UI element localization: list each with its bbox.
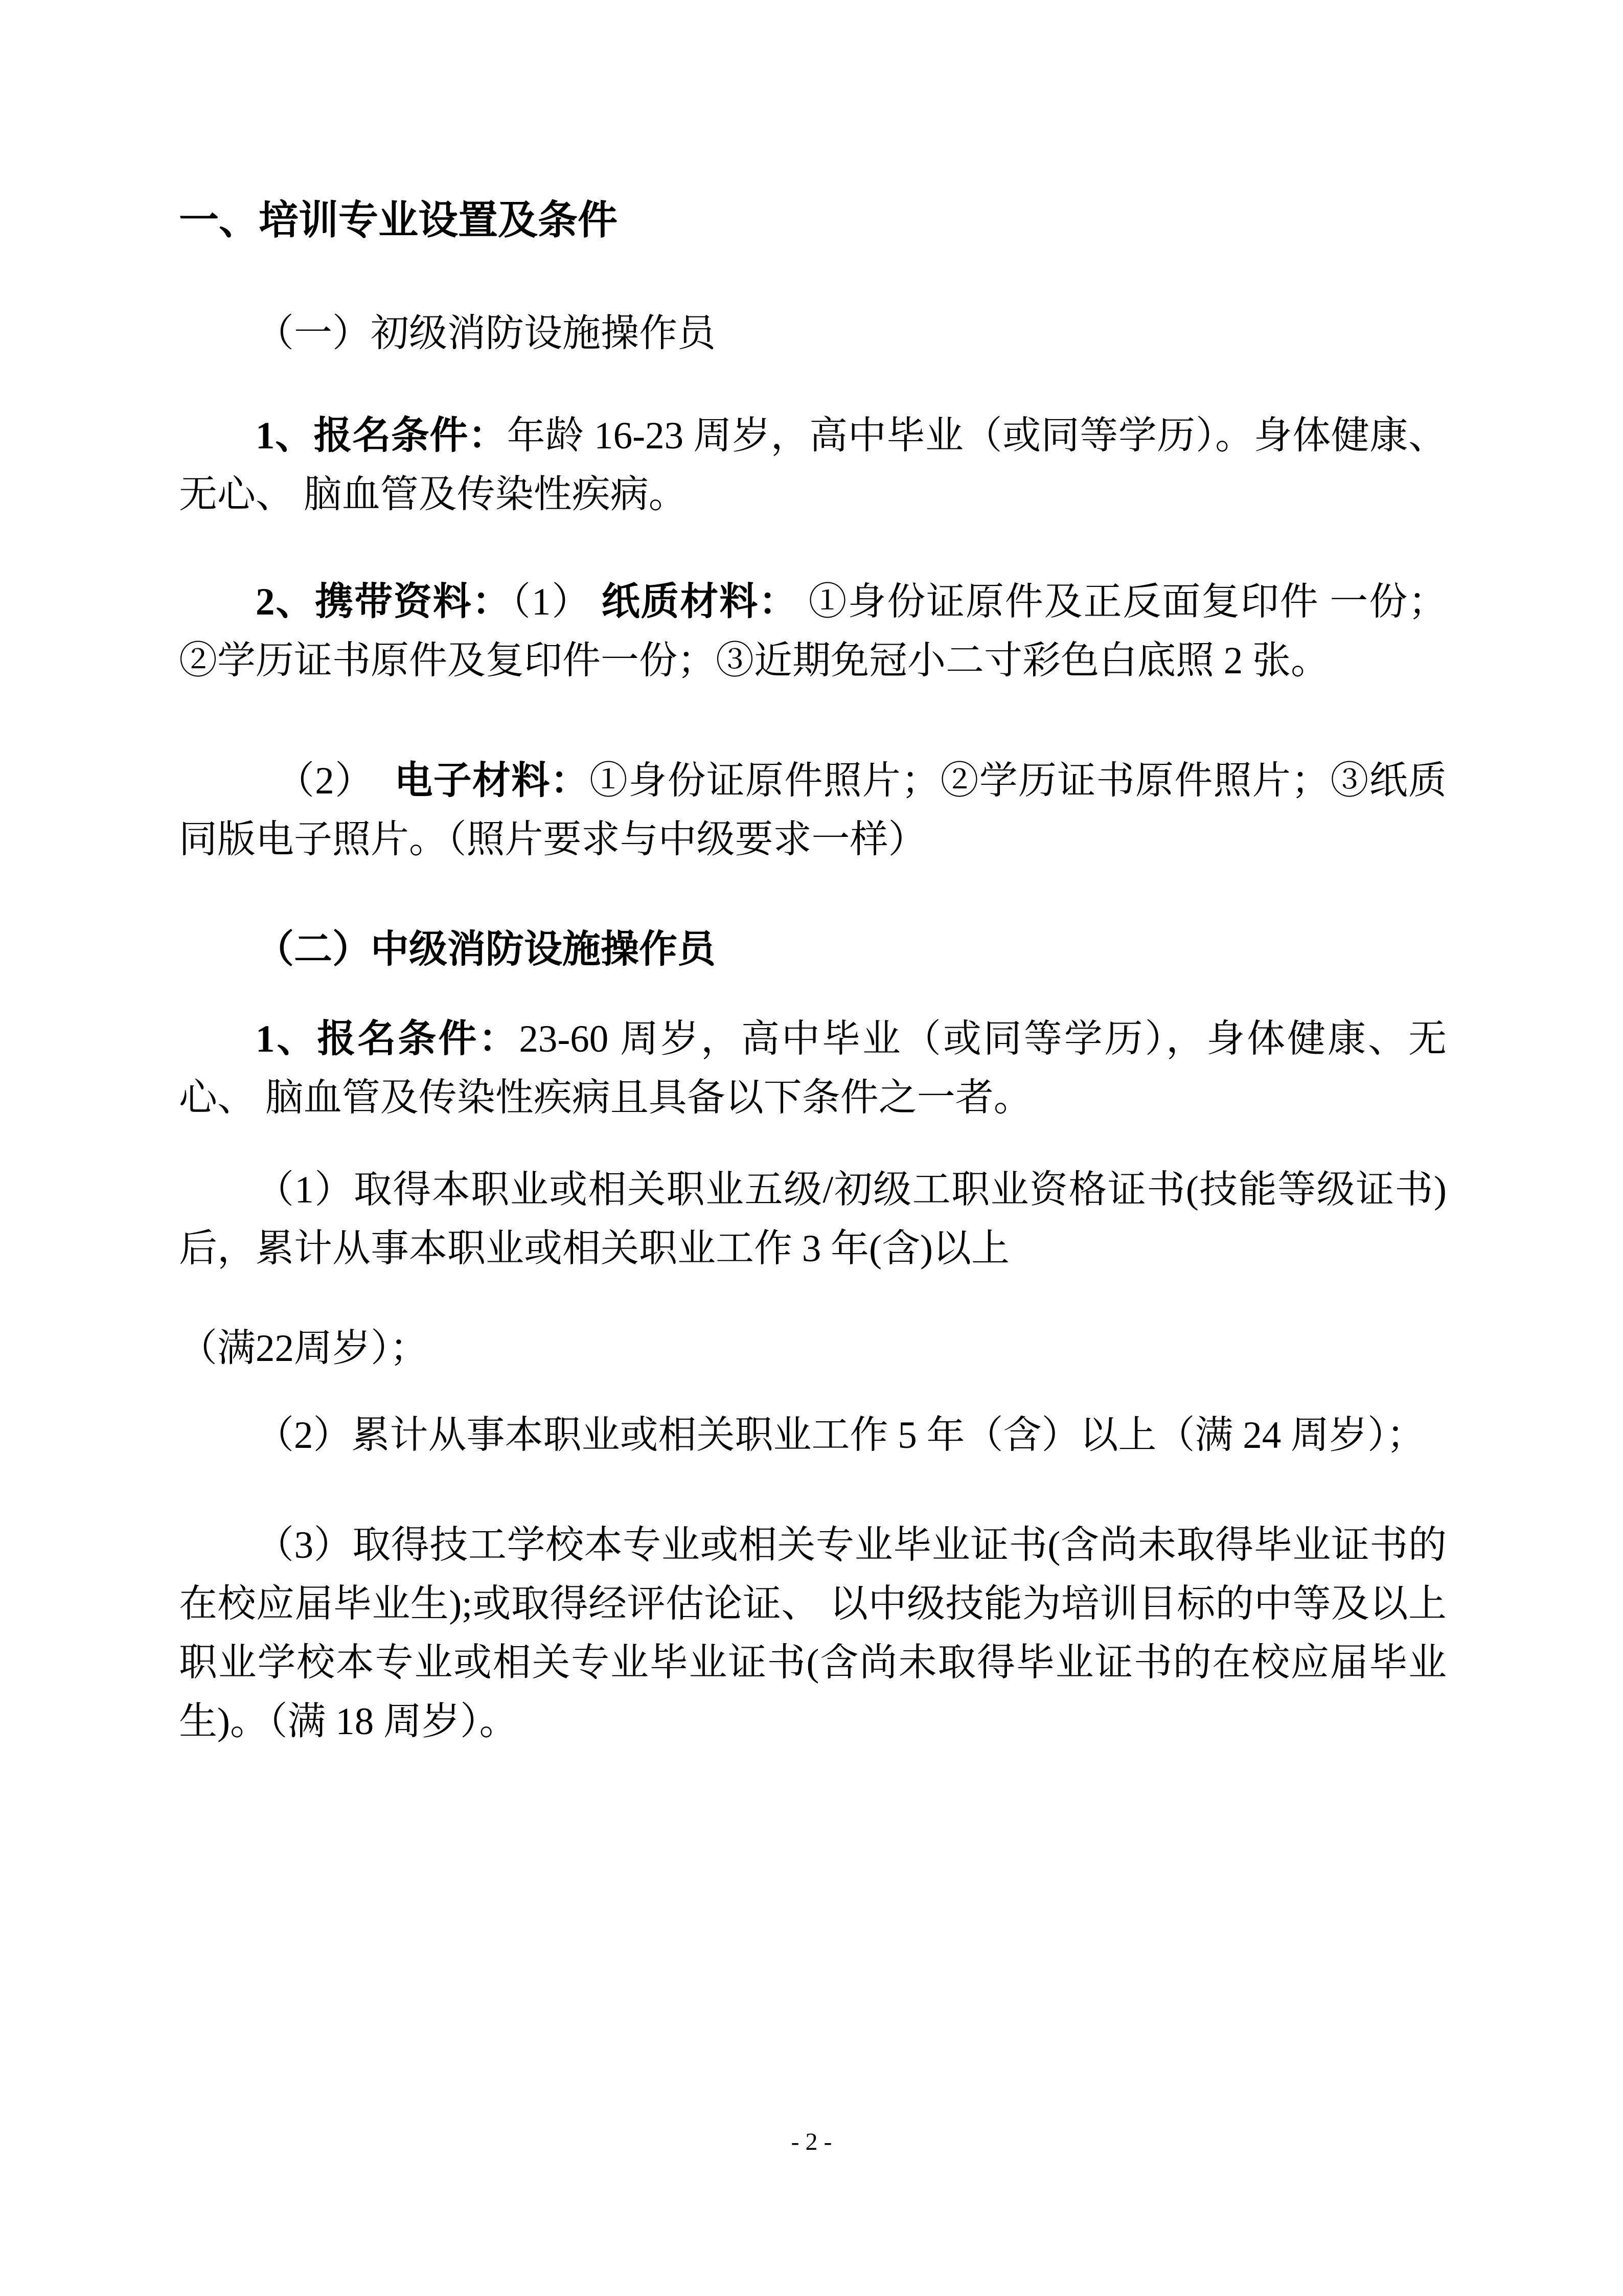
section-2-paragraph-1 (179, 1010, 1447, 1127)
section-1-paragraph-3-lead: 电子材料： (394, 760, 589, 802)
section-1-paragraph-2-lead: 2、携带资料： (256, 581, 512, 623)
section-2-paragraph-2 (179, 1161, 1447, 1278)
section-2-paragraph-1-lead: 1、报名条件： (256, 1018, 519, 1060)
section-1-paragraph-1 (179, 406, 1456, 524)
footer-page-number: - 2 - (791, 2128, 832, 2155)
section-1-paragraph-3 (179, 752, 1447, 869)
section-1-paragraph-2-sublead: 纸质材料： (601, 581, 798, 623)
section-2-paragraph-1-body: 23-60 周岁，高中毕业（或同等学历），身体健康、无心、 脑血管及传染性疾病且具备以下条件之一者。 (179, 1018, 1447, 1119)
section-2-paragraph-2-continuation-body: （满22周岁）； (179, 1327, 428, 1370)
section-1-paragraph-2-body: ①身份证原件及正反面复印件 一份；②学历证书原件及复印件一份；③近期免冠小二寸彩色白底照 2 张。 (179, 581, 1447, 682)
section-1-paragraph-3-body: ①身份证原件照片；②学历证书原件照片；③纸质同版电子照片。（照片要求与中级要求一样） (179, 760, 1447, 861)
section-2-paragraph-4-body: （3）取得技工学校本专业或相关专业毕业证书(含尚未取得毕业证书的在校应届毕业生);或取得经评估论证、 以中级技能为培训目标的中等及以上职业学校本专业或相关专业毕业证书(含尚未取得毕业证书的在校应届毕业生)。（满 18 周岁）。 (179, 1524, 1447, 1743)
document-title: 一、培训专业设置及条件 (179, 197, 618, 242)
section-2-paragraph-3-body: （2）累计从事本职业或相关职业工作 5 年（含）以上（满 24 周岁）； (256, 1414, 1425, 1457)
section-1-heading: （一）初级消防设施操作员 (256, 312, 716, 355)
section-1-paragraph-1-body: 年龄 16-23 周岁，高中毕业（或同等学历）。身体健康、 无心、 脑血管及传染性疾病。 (179, 415, 1456, 516)
section-2-paragraph-4 (179, 1516, 1447, 1751)
section-1-paragraph-2-number: （1） (511, 581, 602, 623)
section-1-paragraph-1-lead: 1、报名条件： (256, 415, 507, 457)
section-2-heading: （二）中级消防设施操作员 (256, 928, 716, 971)
section-1-paragraph-3-number: （2） (276, 760, 395, 802)
section-1-paragraph-2 (179, 573, 1447, 690)
section-2-paragraph-3 (179, 1406, 1447, 1465)
section-2-paragraph-2-body: （1）取得本职业或相关职业五级/初级工职业资格证书(技能等级证书)后，累计从事本职业或相关职业工作 3 年(含)以上 (179, 1169, 1447, 1270)
section-2-paragraph-2-continuation (179, 1319, 1447, 1378)
